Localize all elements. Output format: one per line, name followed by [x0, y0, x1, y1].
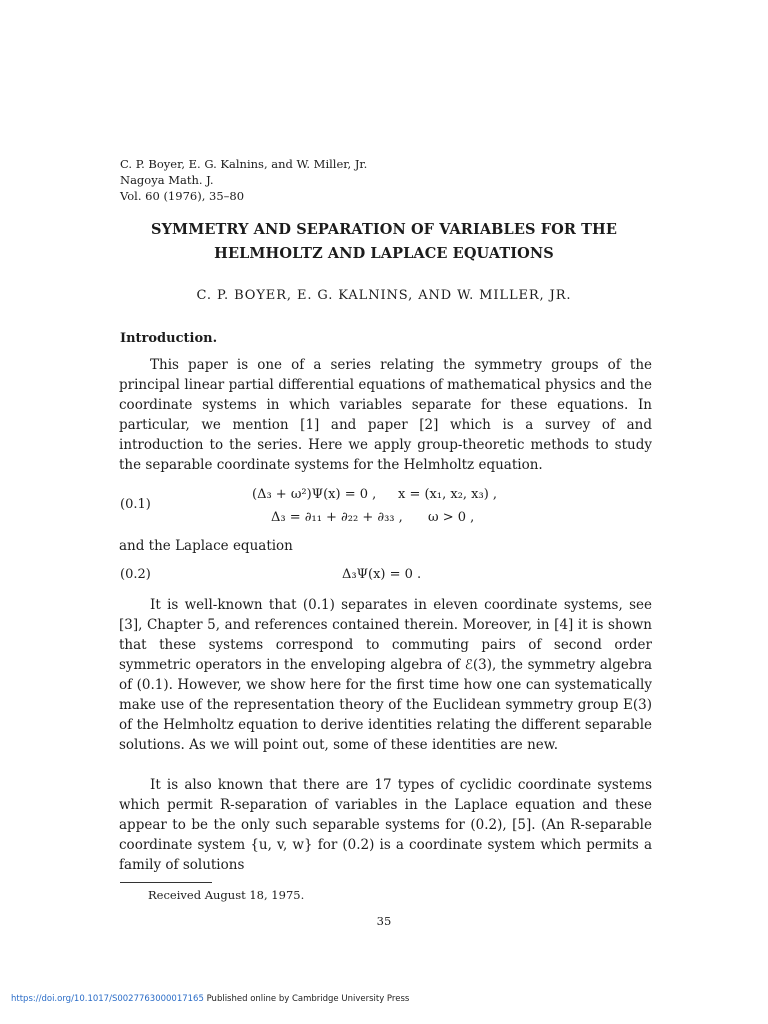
published-note: Published online by Cambridge University Press — [203, 994, 410, 1004]
doi-link[interactable]: https://doi.org/10.1017/S0027763000017165 — [11, 994, 204, 1004]
title-line-1: SYMMETRY AND SEPARATION OF VARIABLES FOR THE — [151, 221, 617, 238]
equation-0-1-line2-right: ω > 0 , — [428, 510, 475, 525]
title-line-2: HELMHOLTZ AND LAPLACE EQUATIONS — [214, 245, 554, 262]
citation-volume: Vol. 60 (1976), 35–80 — [120, 189, 245, 203]
paragraph-eleven-systems: It is well-known that (0.1) separates in eleven coordinate systems, see [3], Chapter 5, and references contained therein. Moreover, in [4] it is shown that these systems correspond to commuting pairs of second order symmetric operators in the enveloping algebra of ℰ(3), the symmetry algebra of (0.1). However, we show here for the first time how one can systematically make use of the representation theory of the Euclidean symmetry group E(3) of the Helmholtz equation to derive identities relating the different separable solutions. As we will point out, some of these identities are new. — [119, 597, 652, 753]
footnote-received: Received August 18, 1975. — [148, 888, 305, 902]
paragraph-intro: This paper is one of a series relating the symmetry groups of the principal linear partial differential equations of mathematical physics and the coordinate systems in which variables separate for these equations. In particular, we mention [1] and paper [2] which is a survey of and introduction to the series. Here we apply group-theoretic methods to study the separable coordinate systems for the Helmholtz equation. — [119, 357, 652, 473]
paragraph-cyclidic: It is also known that there are 17 types of cyclidic coordinate systems which permit R-separation of variables in the Laplace equation and these appear to be the only such separable systems for (0.2), [5]. (An R-separable coordinate system {u, v, w} for (0.2) is a coordinate system which permits a family of solutions — [119, 777, 652, 873]
section-heading: Introduction. — [120, 331, 218, 346]
paper-title — [0, 218, 768, 266]
equation-0-2-body: Δ₃Ψ(x) = 0 . — [342, 567, 422, 582]
paper-authors: C. P. BOYER, E. G. KALNINS, AND W. MILLER, JR. — [196, 288, 572, 303]
equation-number-0-1: (0.1) — [120, 497, 151, 512]
citation-authors: C. P. Boyer, E. G. Kalnins, and W. Miller, Jr. — [120, 157, 368, 171]
citation-block — [120, 156, 367, 204]
equation-number-0-2: (0.2) — [120, 567, 151, 582]
laplace-intro-text: and the Laplace equation — [119, 538, 293, 554]
citation-journal: Nagoya Math. J. — [120, 173, 214, 187]
page-number: 35 — [376, 914, 392, 928]
equation-0-1-line2-left: Δ₃ = ∂₁₁ + ∂₂₂ + ∂₃₃ , — [271, 510, 403, 525]
equation-0-1-line1-left: (Δ₃ + ω²)Ψ(x) = 0 , — [252, 487, 377, 502]
doi-footer — [11, 994, 409, 1004]
equation-0-1-line1-right: x = (x₁, x₂, x₃) , — [398, 487, 498, 502]
footnote-rule — [120, 882, 212, 883]
